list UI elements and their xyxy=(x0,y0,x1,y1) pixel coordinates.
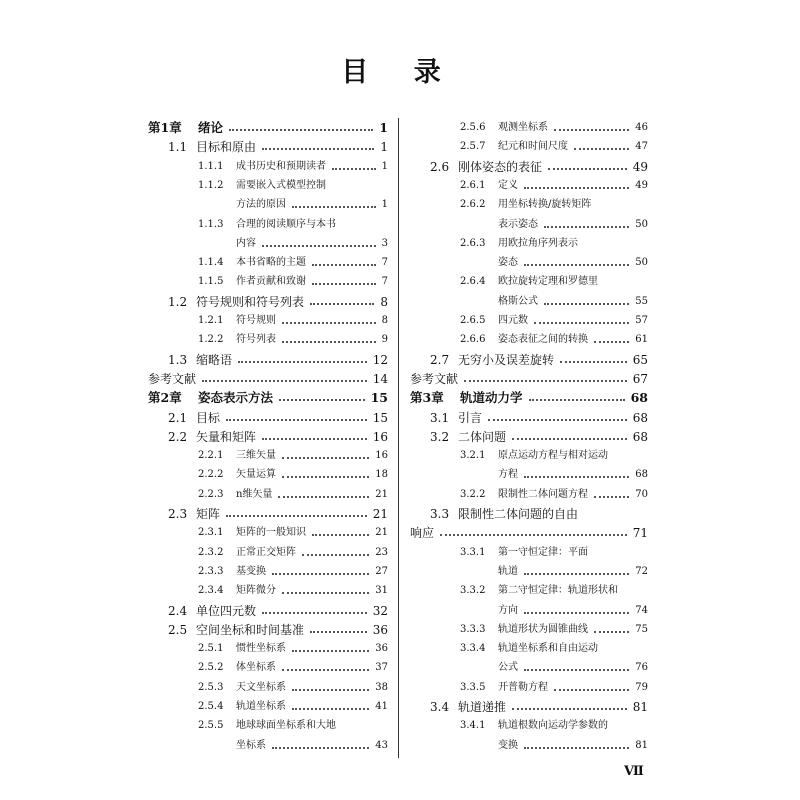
toc-entry[interactable] xyxy=(410,217,648,233)
toc-entry-page: 38 xyxy=(375,681,388,693)
toc-leader-dots xyxy=(488,419,627,421)
toc-entry[interactable] xyxy=(410,313,648,329)
toc-entry[interactable] xyxy=(148,429,388,445)
column-divider xyxy=(398,118,399,758)
toc-entry-page: 79 xyxy=(635,681,648,693)
toc-leader-dots xyxy=(554,689,629,691)
toc-entry-page: 8 xyxy=(381,315,388,326)
toc-entry-title: 需要嵌入式模型控制 xyxy=(236,179,326,191)
toc-leader-dots xyxy=(262,612,367,614)
toc-entry-number: 2.3.3 xyxy=(198,565,224,577)
toc-entry[interactable] xyxy=(148,738,388,754)
toc-leader-dots xyxy=(292,650,369,652)
toc-entry[interactable] xyxy=(410,332,648,348)
toc-entry-page: 68 xyxy=(632,429,648,444)
toc-entry-page: 71 xyxy=(632,526,648,541)
toc-entry[interactable] xyxy=(148,332,388,348)
toc-entry[interactable] xyxy=(410,641,648,657)
toc-leader-dots xyxy=(524,669,629,671)
toc-entry-page: 68 xyxy=(635,469,648,481)
toc-entry-number: 3.4 xyxy=(430,700,450,714)
toc-entry-title: 刚体姿态的表征 xyxy=(458,159,543,174)
toc-entry[interactable] xyxy=(410,159,648,175)
toc-entry[interactable] xyxy=(410,525,648,541)
toc-entry[interactable] xyxy=(410,139,648,155)
toc-entry-title: 正常正交矩阵 xyxy=(236,546,296,558)
toc-entry-number: 1.1.3 xyxy=(198,218,224,230)
toc-entry[interactable] xyxy=(148,390,388,406)
toc-entry-title: 方法的原因 xyxy=(236,199,286,211)
toc-entry-page: 68 xyxy=(632,410,648,425)
toc-entry-page: 21 xyxy=(372,507,388,521)
toc-leader-dots xyxy=(524,612,629,614)
toc-entry[interactable] xyxy=(410,120,648,136)
toc-entry-title: 作者贡献和致谢 xyxy=(236,276,306,288)
toc-entry[interactable] xyxy=(148,197,388,213)
toc-entry-number: 3.2.2 xyxy=(460,488,486,500)
toc-entry-number: 第1章 xyxy=(148,120,182,135)
toc-entry-page: 68 xyxy=(630,390,648,406)
toc-entry[interactable] xyxy=(148,718,388,734)
toc-entry[interactable] xyxy=(148,487,388,503)
toc-entry-title: 轨道坐标系 xyxy=(236,701,286,712)
toc-entry-title: 合理的阅读顺序与本书 xyxy=(236,218,336,230)
toc-entry[interactable] xyxy=(148,448,388,464)
toc-leader-dots xyxy=(594,341,629,343)
toc-entry-page: 47 xyxy=(635,141,648,153)
toc-entry-title: 观测坐标系 xyxy=(498,122,548,133)
toc-entry[interactable] xyxy=(148,564,388,580)
toc-entry-title: 成书历史和预期读者 xyxy=(236,160,326,172)
toc-entry[interactable] xyxy=(410,718,648,734)
toc-entry[interactable] xyxy=(410,467,648,483)
toc-leader-dots xyxy=(464,380,627,382)
toc-entry-number: 2.7 xyxy=(430,352,450,367)
toc-entry[interactable] xyxy=(148,410,388,426)
toc-entry-title: 本书省略的主题 xyxy=(236,257,306,269)
toc-leader-dots xyxy=(312,283,376,285)
toc-entry[interactable] xyxy=(410,506,648,522)
toc-leader-dots xyxy=(548,168,627,170)
toc-entry-number: 3.3 xyxy=(430,507,450,521)
toc-entry-number: 2.5.6 xyxy=(460,122,486,133)
toc-entry[interactable] xyxy=(410,390,648,406)
toc-entry-title: 开普勒方程 xyxy=(498,681,548,693)
toc-entry[interactable] xyxy=(148,120,388,136)
toc-leader-dots xyxy=(272,573,369,575)
toc-entry-number: 2.6.4 xyxy=(460,276,486,288)
toc-entry[interactable] xyxy=(410,487,648,503)
toc-entry[interactable] xyxy=(148,139,388,155)
toc-entry[interactable] xyxy=(410,429,648,445)
toc-leader-dots xyxy=(534,322,629,324)
toc-entry-number: 2.3 xyxy=(168,507,188,521)
toc-leader-dots xyxy=(272,747,369,749)
toc-entry-title: 目标 xyxy=(196,410,221,425)
toc-entry-page: 57 xyxy=(635,315,648,326)
toc-entry[interactable] xyxy=(410,410,648,426)
toc-entry-page: 9 xyxy=(381,334,388,346)
toc-entry-title: 引言 xyxy=(458,410,483,425)
toc-entry-title: 变换 xyxy=(498,739,518,751)
toc-leader-dots xyxy=(554,129,629,131)
toc-leader-dots xyxy=(524,747,629,749)
toc-entry-title: 惯性坐标系 xyxy=(236,643,286,655)
toc-entry-page: 21 xyxy=(375,527,388,539)
toc-leader-dots xyxy=(524,187,629,189)
toc-entry-page: 75 xyxy=(635,623,648,635)
toc-entry[interactable] xyxy=(148,583,388,599)
toc-entry-title: 参考文献 xyxy=(410,371,459,386)
toc-entry[interactable] xyxy=(410,545,648,561)
toc-entry-number: 1.2 xyxy=(168,294,188,309)
toc-entry-page: 76 xyxy=(635,662,648,674)
toc-entry-page: 16 xyxy=(372,429,388,444)
toc-entry-title: 矢量运算 xyxy=(236,469,276,481)
toc-entry-page: 49 xyxy=(635,179,648,191)
toc-entry-title: 矩阵 xyxy=(196,507,221,521)
toc-entry[interactable] xyxy=(148,274,388,290)
toc-leader-dots xyxy=(282,592,369,594)
toc-entry[interactable] xyxy=(148,603,388,619)
toc-entry[interactable] xyxy=(148,159,388,175)
toc-entry-number: 2.6.5 xyxy=(460,315,486,326)
toc-leader-dots xyxy=(524,264,629,266)
toc-leader-dots xyxy=(282,476,369,478)
toc-entry-page: 1 xyxy=(379,120,388,135)
toc-entry-title: 格斯公式 xyxy=(498,295,538,307)
toc-entry-title: 用欧拉角序列表示 xyxy=(498,237,578,249)
toc-entry-number: 2.5.2 xyxy=(198,662,224,674)
toc-entry-title: 纪元和时间尺度 xyxy=(498,141,568,153)
toc-entry[interactable] xyxy=(410,197,648,213)
toc-entry-number: 2.2.3 xyxy=(198,488,224,500)
toc-entry-title: 限制性二体问题的自由 xyxy=(458,507,579,521)
toc-entry-page: 14 xyxy=(372,371,388,386)
toc-entry-title: 地球球面坐标系和大地 xyxy=(236,720,336,732)
toc-entry-page: 81 xyxy=(635,739,648,751)
toc-entry-number: 2.5.7 xyxy=(460,141,486,153)
toc-leader-dots xyxy=(202,380,367,382)
toc-entry[interactable] xyxy=(410,255,648,271)
toc-entry-page: 37 xyxy=(375,662,388,674)
toc-entry[interactable] xyxy=(148,178,388,194)
toc-entry-title: 第一守恒定律：平面 xyxy=(498,546,588,558)
toc-entry[interactable] xyxy=(148,641,388,657)
toc-entry[interactable] xyxy=(148,236,388,252)
toc-entry-number: 3.2 xyxy=(430,429,450,444)
toc-leader-dots xyxy=(292,708,369,710)
toc-entry-number: 2.3.2 xyxy=(198,546,224,558)
toc-leader-dots xyxy=(310,631,367,633)
toc-leader-dots xyxy=(312,264,376,266)
toc-entry[interactable] xyxy=(410,371,648,387)
toc-entry-title: 方向 xyxy=(498,604,518,616)
toc-entry-page: 7 xyxy=(381,276,388,288)
toc-entry-number: 3.3.3 xyxy=(460,623,486,635)
toc-entry[interactable] xyxy=(410,738,648,754)
toc-entry-number: 1.1.2 xyxy=(198,179,224,191)
toc-entry[interactable] xyxy=(148,699,388,715)
toc-leader-dots xyxy=(529,399,625,401)
toc-entry-title: 二体问题 xyxy=(458,429,507,444)
toc-entry-title: 符号列表 xyxy=(236,334,276,346)
toc-entry-title: 体坐标系 xyxy=(236,662,276,674)
toc-entry-page: 23 xyxy=(375,546,388,558)
toc-entry-page: 27 xyxy=(375,565,388,577)
toc-entry[interactable] xyxy=(148,371,388,387)
toc-entry-number: 3.3.4 xyxy=(460,643,486,655)
toc-entry-number: 1.1.1 xyxy=(198,160,224,172)
toc-leader-dots xyxy=(226,419,367,421)
toc-entry[interactable] xyxy=(148,255,388,271)
toc-leader-dots xyxy=(282,669,369,671)
toc-leader-dots xyxy=(512,708,627,710)
toc-entry-number: 1.2.1 xyxy=(198,315,224,326)
toc-entry-number: 第2章 xyxy=(148,390,182,406)
toc-entry-number: 2.2 xyxy=(168,429,188,444)
toc-entry-title: 轨道 xyxy=(498,565,518,577)
toc-entry-page: 46 xyxy=(635,122,648,133)
toc-entry-page: 50 xyxy=(635,257,648,269)
toc-leader-dots xyxy=(262,148,374,150)
toc-entry-page: 43 xyxy=(375,739,388,751)
toc-entry-number: 2.5.1 xyxy=(198,643,224,655)
toc-entry-title: 坐标系 xyxy=(236,739,266,751)
toc-leader-dots xyxy=(594,631,629,633)
toc-entry-number: 1.3 xyxy=(168,352,188,367)
toc-leader-dots xyxy=(310,303,374,305)
toc-leader-dots xyxy=(524,476,629,478)
toc-entry[interactable] xyxy=(410,603,648,619)
toc-entry-title: 欧拉旋转定理和罗德里 xyxy=(498,276,598,288)
toc-entry-page: 36 xyxy=(375,643,388,655)
toc-entry-number: 1.1.5 xyxy=(198,276,224,288)
toc-entry-page: 49 xyxy=(632,159,648,174)
toc-leader-dots xyxy=(292,206,376,208)
toc-leader-dots xyxy=(544,303,629,305)
toc-entry-page: 8 xyxy=(380,294,388,309)
toc-entry-number: 1.1.4 xyxy=(198,257,224,269)
toc-leader-dots xyxy=(278,496,369,498)
toc-entry[interactable] xyxy=(410,564,648,580)
toc-entry[interactable] xyxy=(410,583,648,599)
toc-entry-title: 方程 xyxy=(498,469,518,481)
toc-leader-dots xyxy=(302,554,369,556)
toc-entry-title: 公式 xyxy=(498,662,518,674)
toc-leader-dots xyxy=(574,148,629,150)
toc-entry-number: 3.3.5 xyxy=(460,681,486,693)
toc-leader-dots xyxy=(226,515,367,517)
toc-entry-number: 2.6.3 xyxy=(460,237,486,249)
toc-entry-number: 2.6.1 xyxy=(460,179,486,191)
toc-entry[interactable] xyxy=(410,274,648,290)
toc-entry-page: 36 xyxy=(372,622,388,637)
toc-entry-page: 61 xyxy=(635,334,648,346)
toc-leader-dots xyxy=(440,534,627,536)
toc-entry-title: 轨道动力学 xyxy=(460,390,523,406)
toc-entry-title: 矢量和矩阵 xyxy=(196,429,257,444)
toc-entry-number: 3.1 xyxy=(430,410,450,425)
toc-entry-title: 基变换 xyxy=(236,565,266,577)
toc-entry-title: 目标和原由 xyxy=(196,140,257,155)
toc-entry-title: 姿态表示方法 xyxy=(198,390,274,406)
toc-entry-title: 符号规则 xyxy=(236,315,276,326)
toc-entry-title: 第二守恒定律：轨道形状和 xyxy=(498,585,618,597)
toc-entry-page: 31 xyxy=(375,585,388,597)
toc-entry[interactable] xyxy=(148,525,388,541)
toc-leader-dots xyxy=(229,129,373,131)
toc-leader-dots xyxy=(279,399,365,401)
toc-entry[interactable] xyxy=(148,506,388,522)
toc-entry-title: 绪论 xyxy=(198,120,224,135)
toc-entry-title: 响应 xyxy=(410,526,435,541)
toc-entry-number: 2.2.1 xyxy=(198,450,224,462)
toc-entry-number: 1.1 xyxy=(168,140,188,155)
page-number: Ⅶ xyxy=(624,764,644,779)
toc-entry-number: 3.3.2 xyxy=(460,585,486,597)
toc-entry[interactable] xyxy=(410,236,648,252)
toc-leader-dots xyxy=(312,534,369,536)
toc-entry[interactable] xyxy=(148,680,388,696)
toc-entry[interactable] xyxy=(410,448,648,464)
toc-entry-page: 16 xyxy=(375,450,388,462)
toc-entry-page: 32 xyxy=(372,603,388,618)
toc-leader-dots xyxy=(282,341,376,343)
toc-leader-dots xyxy=(524,573,629,575)
toc-leader-dots xyxy=(560,361,627,363)
toc-entry-page: 3 xyxy=(381,237,388,249)
toc-entry-number: 1.2.2 xyxy=(198,334,224,346)
toc-entry-page: 7 xyxy=(381,257,388,269)
toc-entry-title: 姿态 xyxy=(498,257,518,269)
toc-entry-title: 天文坐标系 xyxy=(236,681,286,693)
toc-entry-title: 空间坐标和时间基准 xyxy=(196,622,305,637)
toc-entry-title: 单位四元数 xyxy=(196,603,257,618)
toc-entry-title: 轨道坐标系和自由运动 xyxy=(498,643,598,655)
toc-entry-title: 限制性二体问题方程 xyxy=(498,488,588,500)
toc-entry-page: 18 xyxy=(375,469,388,481)
toc-leader-dots xyxy=(262,245,376,247)
toc-entry-page: 65 xyxy=(632,352,648,367)
toc-entry[interactable] xyxy=(148,294,388,310)
toc-entry[interactable] xyxy=(148,217,388,233)
toc-entry[interactable] xyxy=(410,352,648,368)
toc-entry-page: 15 xyxy=(372,410,388,425)
toc-entry-page: 41 xyxy=(375,701,388,712)
toc-entry-title: n维矢量 xyxy=(236,488,273,500)
toc-leader-dots xyxy=(238,361,367,363)
toc-entry-number: 第3章 xyxy=(410,390,444,406)
toc-entry-title: 表示姿态 xyxy=(498,218,538,230)
toc-entry-title: 参考文献 xyxy=(148,371,197,386)
toc-entry-number: 2.3.1 xyxy=(198,527,224,539)
toc-leader-dots xyxy=(292,689,369,691)
toc-entry[interactable] xyxy=(148,313,388,329)
toc-entry-number: 2.5.4 xyxy=(198,701,224,712)
toc-entry-title: 轨道递推 xyxy=(458,700,507,714)
toc-entry-number: 3.2.1 xyxy=(460,450,486,462)
toc-entry-page: 1 xyxy=(381,199,388,211)
toc-leader-dots xyxy=(512,438,627,440)
toc-entry-page: 21 xyxy=(375,488,388,500)
toc-entry[interactable] xyxy=(410,622,648,638)
toc-entry-title: 矩阵微分 xyxy=(236,585,276,597)
toc-entry-page: 15 xyxy=(370,390,388,406)
toc-entry-page: 1 xyxy=(380,140,388,155)
toc-entry-page: 72 xyxy=(635,565,648,577)
toc-entry-page: 67 xyxy=(632,371,648,386)
toc-entry-number: 2.4 xyxy=(168,603,188,618)
toc-entry[interactable] xyxy=(410,178,648,194)
toc-entry-page: 50 xyxy=(635,218,648,230)
toc-leader-dots xyxy=(544,226,629,228)
toc-entry[interactable] xyxy=(148,352,388,368)
toc-entry-title: 原点运动方程与相对运动 xyxy=(498,450,608,462)
toc-entry-number: 2.6.6 xyxy=(460,334,486,346)
toc-entry[interactable] xyxy=(410,294,648,310)
toc-entry-page: 81 xyxy=(632,700,648,714)
toc-entry-title: 姿态表征之间的转换 xyxy=(498,334,588,346)
toc-entry-page: 1 xyxy=(381,160,388,172)
toc-leader-dots xyxy=(282,457,369,459)
toc-entry-title: 轨道根数向运动学参数的 xyxy=(498,720,608,732)
toc-entry-title: 无穷小及误差旋转 xyxy=(458,352,555,367)
toc-leader-dots xyxy=(594,496,629,498)
toc-entry-title: 符号规则和符号列表 xyxy=(196,294,305,309)
toc-entry-page: 70 xyxy=(635,488,648,500)
toc-entry-page: 12 xyxy=(372,352,388,367)
toc-entry-title: 三维矢量 xyxy=(236,450,276,462)
toc-entry-title: 用坐标转换/旋转矩阵 xyxy=(498,199,592,211)
toc-entry[interactable] xyxy=(148,622,388,638)
toc-entry[interactable] xyxy=(410,699,648,715)
toc-leader-dots xyxy=(262,438,367,440)
toc-entry-title: 矩阵的一般知识 xyxy=(236,527,306,539)
toc-entry[interactable] xyxy=(410,660,648,676)
toc-entry[interactable] xyxy=(410,680,648,696)
toc-entry-title: 四元数 xyxy=(498,315,528,326)
toc-leader-dots xyxy=(332,168,376,170)
toc-entry-title: 定义 xyxy=(498,179,518,191)
toc-entry[interactable] xyxy=(148,660,388,676)
toc-entry-title: 内容 xyxy=(236,237,256,249)
toc-entry-number: 2.2.2 xyxy=(198,469,224,481)
toc-entry-number: 2.1 xyxy=(168,410,188,425)
toc-entry-number: 3.4.1 xyxy=(460,720,486,732)
toc-leader-dots xyxy=(282,322,376,324)
toc-entry-number: 2.5.3 xyxy=(198,681,224,693)
toc-entry[interactable] xyxy=(148,545,388,561)
toc-entry-number: 2.5 xyxy=(168,622,188,637)
toc-entry-number: 2.6 xyxy=(430,159,450,174)
page-title: 目 录 xyxy=(341,57,459,88)
toc-entry-page: 55 xyxy=(635,295,648,307)
toc-entry-page: 74 xyxy=(635,604,648,616)
toc-entry-number: 2.5.5 xyxy=(198,720,224,732)
toc-entry-number: 2.6.2 xyxy=(460,199,486,211)
toc-entry[interactable] xyxy=(148,467,388,483)
toc-entry-number: 3.3.1 xyxy=(460,546,486,558)
toc-entry-title: 轨道形状为圆锥曲线 xyxy=(498,623,588,635)
toc-entry-title: 缩略语 xyxy=(196,352,233,367)
toc-entry-number: 2.3.4 xyxy=(198,585,224,597)
